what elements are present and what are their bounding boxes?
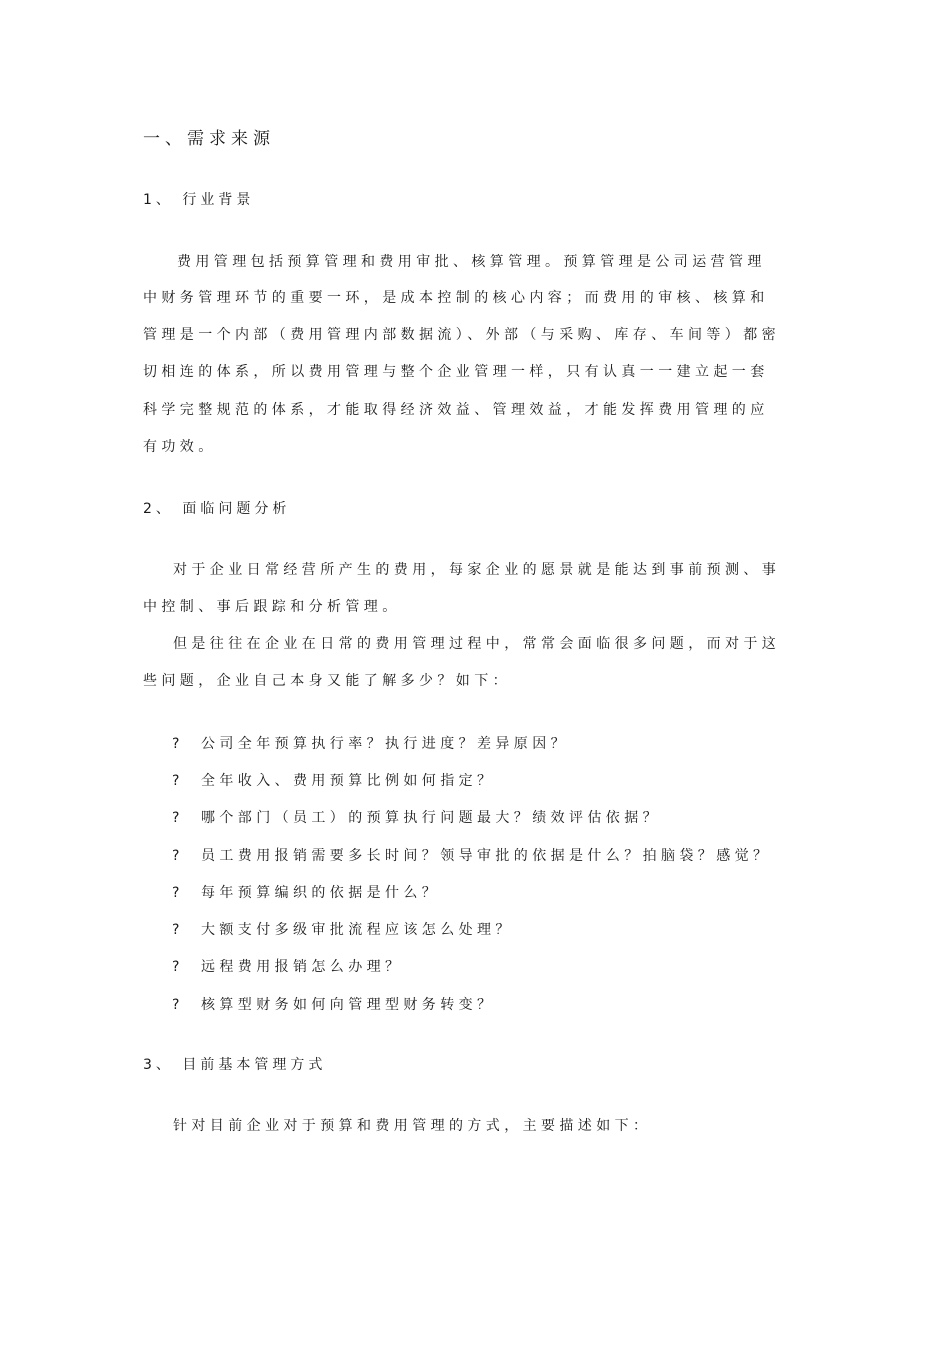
list-item-text: 远程费用报销怎么办理？ [201,959,404,975]
section-3-title: 3、 目前基本管理方式 [143,1057,327,1073]
list-item-text: 全年收入、费用预算比例如何指定？ [201,773,496,789]
bullet-marker: ? [172,736,180,752]
list-item-text: 每年预算编织的依据是什么？ [201,885,441,901]
paragraph-line: 切相连的体系，所以费用管理与整个企业管理一样，只有认真一一建立起一套 [143,364,769,380]
bullet-marker: ? [172,885,180,901]
bullet-marker: ? [172,773,180,789]
paragraph-line: 中控制、事后跟踪和分析管理。 [143,599,401,615]
paragraph-line: 有功效。 [143,439,217,455]
list-item-text: 哪个部门（员工）的预算执行问题最大？绩效评估依据？ [201,810,661,826]
bullet-marker: ? [172,997,180,1013]
list-item-text: 员工费用报销需要多长时间？领导审批的依据是什么？拍脑袋？感觉？ [201,848,772,864]
section-1-title: 1、 行业背景 [143,192,255,208]
bullet-marker: ? [172,810,180,826]
list-item-text: 核算型财务如何向管理型财务转变？ [201,997,496,1013]
bullet-marker: ? [172,922,180,938]
paragraph-line: 中财务管理环节的重要一环，是成本控制的核心内容；而费用的审核、核算和 [143,290,769,306]
list-item-text: 公司全年预算执行率？执行进度？差异原因？ [201,736,569,752]
bullet-marker: ? [172,959,180,975]
section-3-paragraph: 针对目前企业对于预算和费用管理的方式，主要描述如下： [173,1118,652,1134]
paragraph-line: 费用管理包括预算管理和费用审批、核算管理。预算管理是公司运营管理 [177,254,766,270]
bullet-marker: ? [172,848,180,864]
paragraph-line: 科学完整规范的体系，才能取得经济效益、管理效益，才能发挥费用管理的应 [143,402,769,418]
paragraph-line: 管理是一个内部（费用管理内部数据流）、外部（与采购、库存、车间等）都密 [143,327,780,343]
paragraph-line: 些问题，企业自己本身又能了解多少？如下： [143,673,511,689]
paragraph-line: 对于企业日常经营所产生的费用，每家企业的愿景就是能达到事前预测、事 [173,562,781,578]
main-heading: 一、需求来源 [143,129,275,149]
paragraph-line: 但是往往在企业在日常的费用管理过程中，常常会面临很多问题，而对于这 [173,636,781,652]
list-item-text: 大额支付多级审批流程应该怎么处理？ [201,922,514,938]
section-2-title: 2、 面临问题分析 [143,501,291,517]
